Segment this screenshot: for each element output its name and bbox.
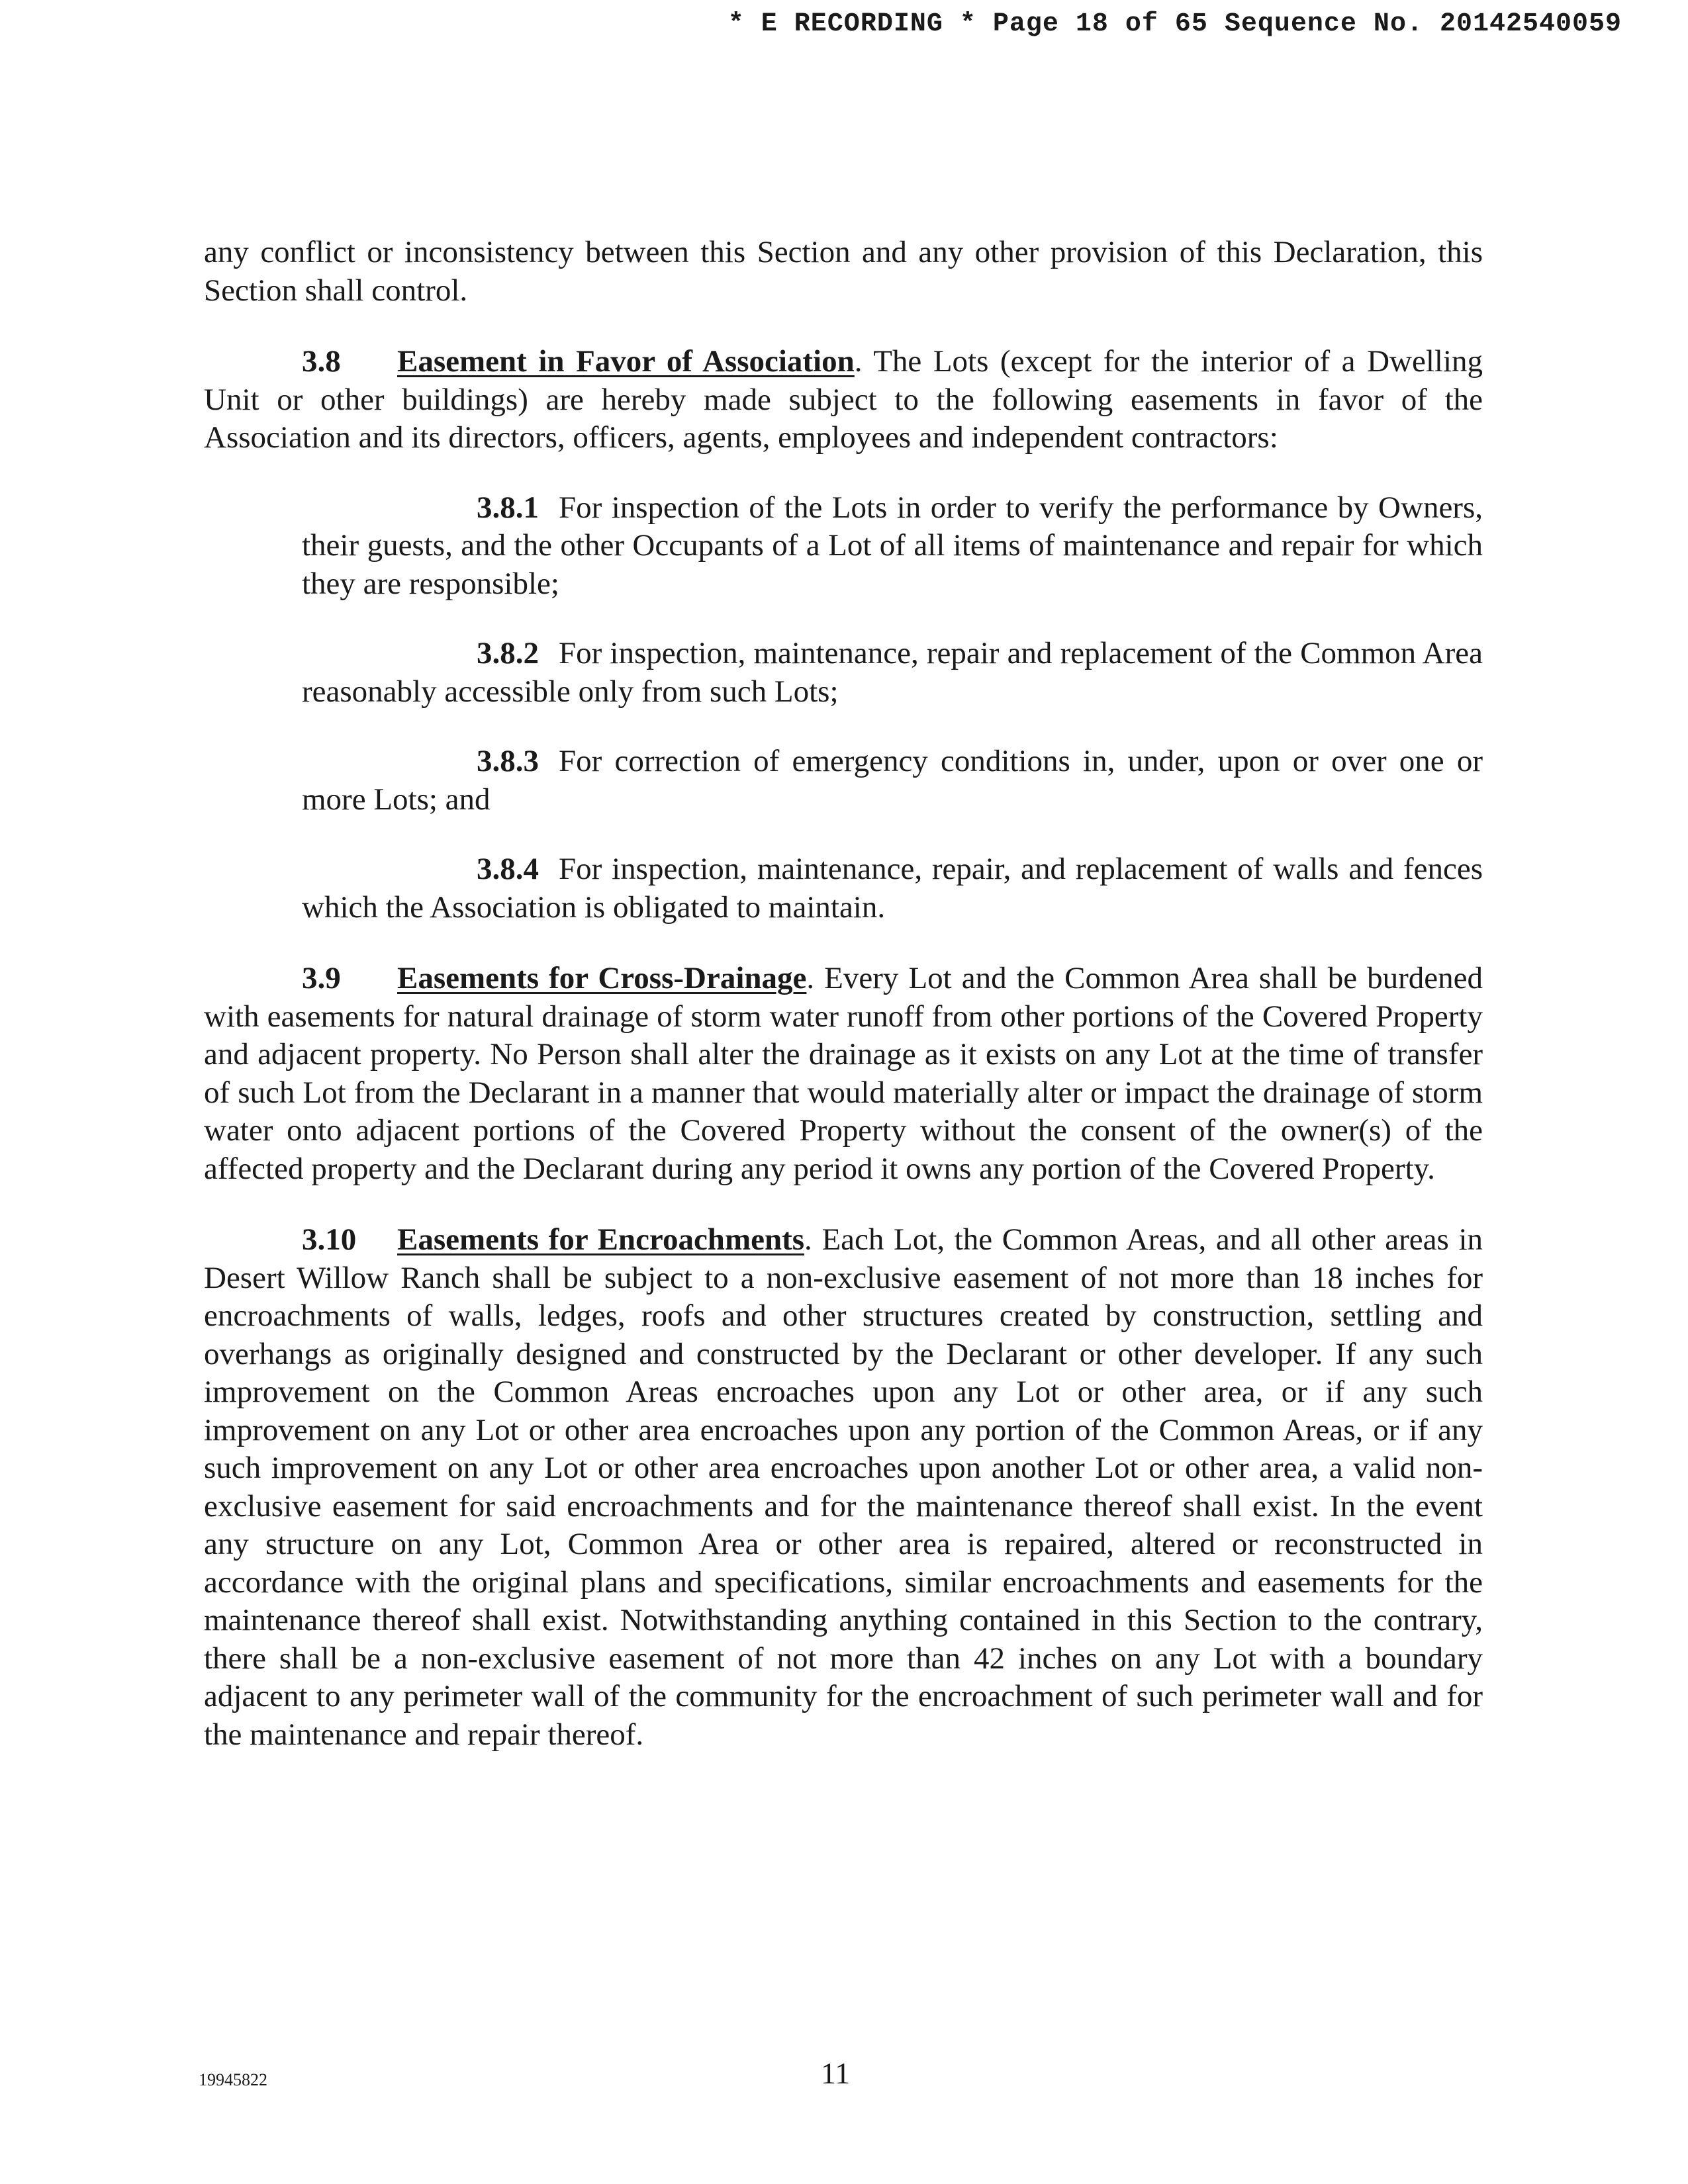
section-3-8 bbox=[204, 343, 1483, 457]
document-body bbox=[204, 234, 1483, 1754]
section-text: . Every Lot and the Common Area shall be burdened with easements for natural drainage of storm water runoff from other portions of the Covered Property and adjacent property. No Person shall alter the drainage as it exists on any Lot at the time of transfer of such Lot from the Declarant in a manner that would materially alter or impact the drainage of storm water onto adjacent portions of the Covered Property without the consent of the owner(s) of the affected property and the Declarant during any period it owns any portion of the Covered Property. bbox=[204, 961, 1483, 1186]
section-text: . Each Lot, the Common Areas, and all other areas in Desert Willow Ranch shall be subject to a non-exclusive easement of not more than 18 inches for encroachments of walls, ledges, roofs and other structures created by construction, settling and overhangs as originally designed and constructed by the Declarant or other developer. If any such improvement on the Common Areas encroaches upon any Lot or other area, or if any such improvement on any Lot or other area encroaches upon any portion of the Common Areas, or if any such improvement on any Lot or other area encroaches upon another Lot or other area, a valid non-exclusive easement for said encroachments and for the maintenance thereof shall exist. In the event any structure on any Lot, Common Area or other area is repaired, altered or reconstructed in accordance with the original plans and specifications, similar encroachments and easements for the maintenance thereof shall exist. Notwithstanding anything contained in this Section to the contrary, there shall be a non-exclusive easement of not more than 42 inches on any Lot with a boundary adjacent to any perimeter wall of the community for the encroachment of such perimeter wall and for the maintenance and repair thereof. bbox=[204, 1222, 1483, 1752]
section-number: 3.10 bbox=[302, 1222, 357, 1257]
subsection-number: 3.8.2 bbox=[477, 636, 539, 670]
subsection-text: For inspection of the Lots in order to verify the performance by Owners, their guests, and the other Occupants of a Lot of all items of maintenance and repair for which they are responsible; bbox=[302, 490, 1483, 601]
section-3-10 bbox=[204, 1221, 1483, 1754]
subsection-3-8-4 bbox=[302, 850, 1483, 927]
section-heading: Easement in Favor of Association bbox=[397, 344, 855, 379]
section-heading: Easements for Encroachments bbox=[397, 1222, 805, 1257]
subsection-number: 3.8.4 bbox=[477, 852, 539, 886]
subsection-text: For correction of emergency conditions in, under, upon or over one or more Lots; and bbox=[302, 744, 1483, 817]
section-number: 3.8 bbox=[302, 344, 341, 379]
subsection-3-8-3 bbox=[302, 743, 1483, 819]
paragraph-continuation: any conflict or inconsistency between this Section and any other provision of this Declaration, this Section shall control. bbox=[204, 235, 1483, 308]
subsection-3-8-2 bbox=[302, 635, 1483, 711]
subsection-text: For inspection, maintenance, repair, and replacement of walls and fences which the Association is obligated to maintain. bbox=[302, 852, 1483, 925]
document-id: 19945822 bbox=[199, 2070, 267, 2089]
section-text: . The Lots (except for the interior of a Dwelling Unit or other buildings) are hereby made subject to the following easements in favor of the Association and its directors, officers, agents, employees and independent contractors: bbox=[204, 344, 1483, 455]
subsection-number: 3.8.1 bbox=[477, 490, 539, 525]
recording-header: * E RECORDING * Page 18 of 65 Sequence No. 20142540059 bbox=[727, 9, 1622, 39]
page-number: 11 bbox=[821, 2056, 851, 2090]
section-heading: Easements for Cross-Drainage bbox=[397, 961, 807, 995]
subsection-3-8-1 bbox=[302, 489, 1483, 604]
section-3-9 bbox=[204, 960, 1483, 1188]
subsection-text: For inspection, maintenance, repair and replacement of the Common Area reasonably accessible only from such Lots; bbox=[302, 636, 1483, 709]
section-number: 3.9 bbox=[302, 961, 341, 995]
subsection-number: 3.8.3 bbox=[477, 744, 539, 778]
